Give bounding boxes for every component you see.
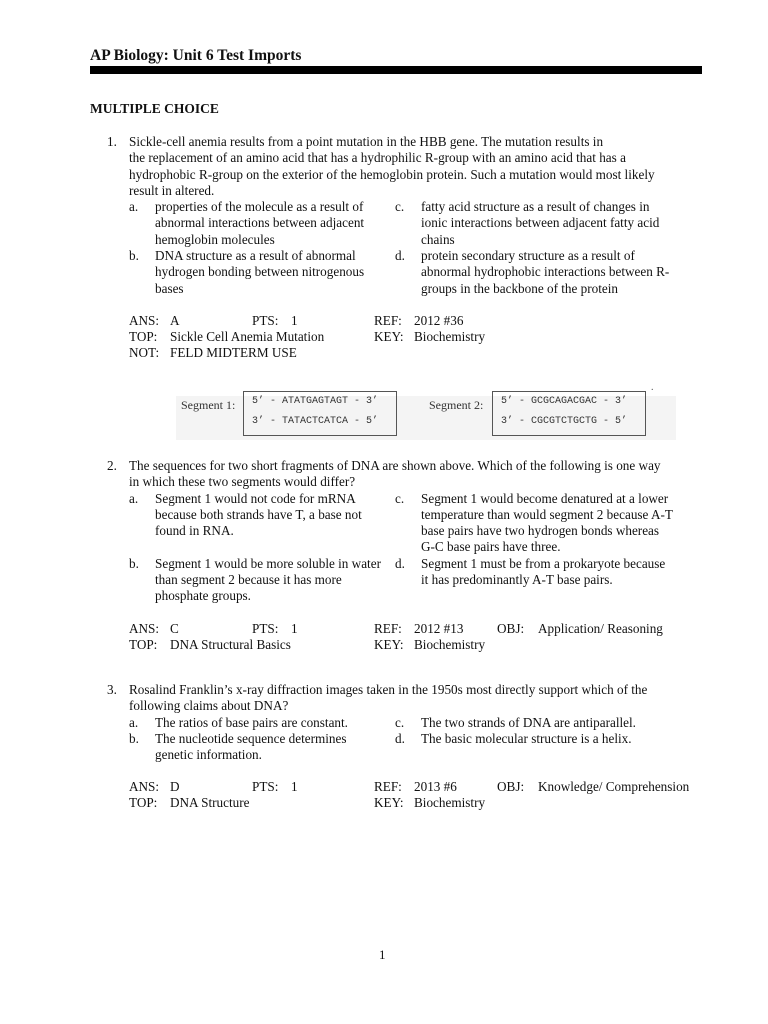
figure-mark: . [651, 382, 654, 393]
answer-choices [129, 199, 707, 297]
choice-text: Segment 1 must be from a prokaryote because it has predominantly A-T base pairs. [421, 555, 666, 588]
choice-letter: b. [129, 730, 139, 746]
question-3 [107, 682, 707, 812]
key-label: KEY: [374, 328, 404, 344]
ref-label: REF: [374, 779, 402, 795]
stem-line: the replacement of an amino acid that has a hydrophilic R-group with an amino acid that has a [129, 150, 626, 166]
choice-text: protein secondary structure as a result of abnormal hydrophobic interactions between R-groups in the backbone of the protein [421, 248, 670, 296]
answer-metadata [129, 313, 707, 362]
choice-letter: d. [395, 730, 405, 746]
choice-c [395, 715, 677, 731]
question-1 [107, 134, 707, 362]
title-rule [90, 66, 702, 74]
choice-text: The basic molecular structure is a helix. [421, 730, 632, 746]
question-stem [129, 682, 697, 715]
choice-text: DNA structure as a result of abnormal hydrogen bonding between nitrogenous bases [155, 248, 365, 296]
choice-text: The nucleotide sequence determines genetic information. [155, 730, 347, 763]
answer-metadata [129, 779, 707, 812]
segment-label: Segment 1: [181, 398, 236, 412]
top-label: TOP: [129, 328, 158, 344]
key-value: Biochemistry [414, 636, 486, 652]
choice-letter: c. [395, 199, 405, 215]
stem-line: following claims about DNA? [129, 698, 289, 714]
ref-label: REF: [374, 620, 402, 636]
choice-letter: a. [129, 199, 139, 215]
ref-value: 2012 #13 [414, 620, 464, 636]
choice-letter: b. [129, 555, 139, 571]
top-strand: 5’ - GCGCAGACGAC - 3’ [501, 396, 628, 407]
choice-text: properties of the molecule as a result of abnormal interactions between adjacent hemoglobin molecules [155, 199, 365, 247]
obj-label: OBJ: [497, 620, 525, 636]
pts-value: 1 [291, 779, 298, 795]
stem-line: The sequences for two short fragments of DNA are shown above. Which of the following is one way [129, 458, 661, 473]
dna-segment-1 [181, 391, 411, 439]
pts-label: PTS: [252, 312, 279, 328]
pts-label: PTS: [252, 620, 279, 636]
question-number: 2. [107, 458, 117, 473]
top-label: TOP: [129, 636, 158, 652]
key-value: Biochemistry [414, 795, 486, 811]
stem-line: result in altered. [129, 182, 215, 198]
segment-label: Segment 2: [429, 398, 484, 412]
ans-value: C [170, 620, 179, 636]
ref-label: REF: [374, 312, 402, 328]
choice-text: fatty acid structure as a result of changes in ionic interactions between adjacent fatty acid chains [421, 199, 660, 247]
key-label: KEY: [374, 636, 404, 652]
choice-b [129, 556, 395, 605]
choice-letter: c. [395, 490, 405, 506]
key-label: KEY: [374, 795, 404, 811]
choice-d [395, 248, 677, 297]
top-strand: 5’ - ATATGAGTAGT - 3’ [252, 396, 379, 407]
key-value: Biochemistry [414, 328, 486, 344]
obj-value: Knowledge/ Comprehension [538, 779, 690, 795]
choice-letter: a. [129, 714, 139, 730]
top-label: TOP: [129, 795, 158, 811]
stem-line: Sickle-cell anemia results from a point mutation in the HBB gene. The mutation results in [129, 134, 604, 149]
top-value: DNA Structural Basics [170, 636, 291, 652]
obj-label: OBJ: [497, 779, 525, 795]
choice-text: The two strands of DNA are antiparallel. [421, 714, 636, 730]
ans-value: D [170, 779, 180, 795]
choice-text: Segment 1 would become denatured at a lower temperature than would segment 2 because A-T base pairs have two hydrogen bonds whereas G-C base pairs have three. [421, 490, 673, 555]
section-heading: MULTIPLE CHOICE [90, 101, 219, 116]
ans-value: A [170, 312, 180, 328]
choice-b [129, 731, 395, 764]
document-title: AP Biology: Unit 6 Test Imports [90, 47, 302, 64]
ref-value: 2013 #6 [414, 779, 457, 795]
choice-c [395, 199, 677, 248]
ans-label: ANS: [129, 779, 160, 795]
page-number: 1 [379, 947, 386, 962]
bottom-strand: 3’ - TATACTCATCA - 5’ [252, 416, 379, 427]
choice-a [129, 715, 395, 731]
question-stem [129, 458, 697, 491]
choice-a [129, 491, 395, 556]
dna-segment-2 [429, 391, 659, 439]
pts-value: 1 [291, 312, 298, 328]
bottom-strand: 3’ - CGCGTCTGCTG - 5’ [501, 416, 628, 427]
stem-line: hydrophobic R-group on the exterior of the hemoglobin protein. Such a mutation would most likely [129, 166, 655, 182]
top-value: Sickle Cell Anemia Mutation [170, 328, 325, 344]
answer-choices [129, 715, 707, 764]
choice-text: Segment 1 would be more soluble in water than segment 2 because it has more phosphate groups. [155, 555, 381, 604]
obj-value: Application/ Reasoning [538, 620, 663, 636]
not-label: NOT: [129, 344, 160, 360]
choice-a [129, 199, 395, 248]
choice-text: The ratios of base pairs are constant. [155, 714, 348, 730]
choice-letter: d. [395, 248, 405, 264]
ans-label: ANS: [129, 620, 160, 636]
choice-d [395, 556, 677, 605]
question-number: 1. [107, 134, 117, 149]
choice-text: Segment 1 would not code for mRNA because both strands have T, a base not found in RNA. [155, 490, 362, 539]
choice-b [129, 248, 395, 297]
question-2 [107, 458, 707, 654]
segment-sequence-box [243, 391, 397, 436]
choice-letter: b. [129, 248, 139, 264]
choice-letter: a. [129, 490, 139, 506]
question-stem [129, 134, 697, 199]
stem-line: Rosalind Franklin’s x-ray diffraction images taken in the 1950s most directly support which of the [129, 682, 648, 697]
choice-c [395, 491, 677, 556]
stem-line: in which these two segments would differ? [129, 474, 356, 490]
question-number: 3. [107, 682, 117, 697]
ans-label: ANS: [129, 312, 160, 328]
segment-sequence-box [492, 391, 646, 436]
ref-value: 2012 #36 [414, 312, 464, 328]
top-value: DNA Structure [170, 795, 250, 811]
pts-label: PTS: [252, 779, 279, 795]
answer-metadata [129, 621, 707, 654]
answer-choices [129, 491, 707, 605]
pts-value: 1 [291, 620, 298, 636]
choice-d [395, 731, 677, 764]
choice-letter: c. [395, 714, 405, 730]
choice-letter: d. [395, 555, 405, 571]
not-value: FELD MIDTERM USE [170, 344, 297, 360]
